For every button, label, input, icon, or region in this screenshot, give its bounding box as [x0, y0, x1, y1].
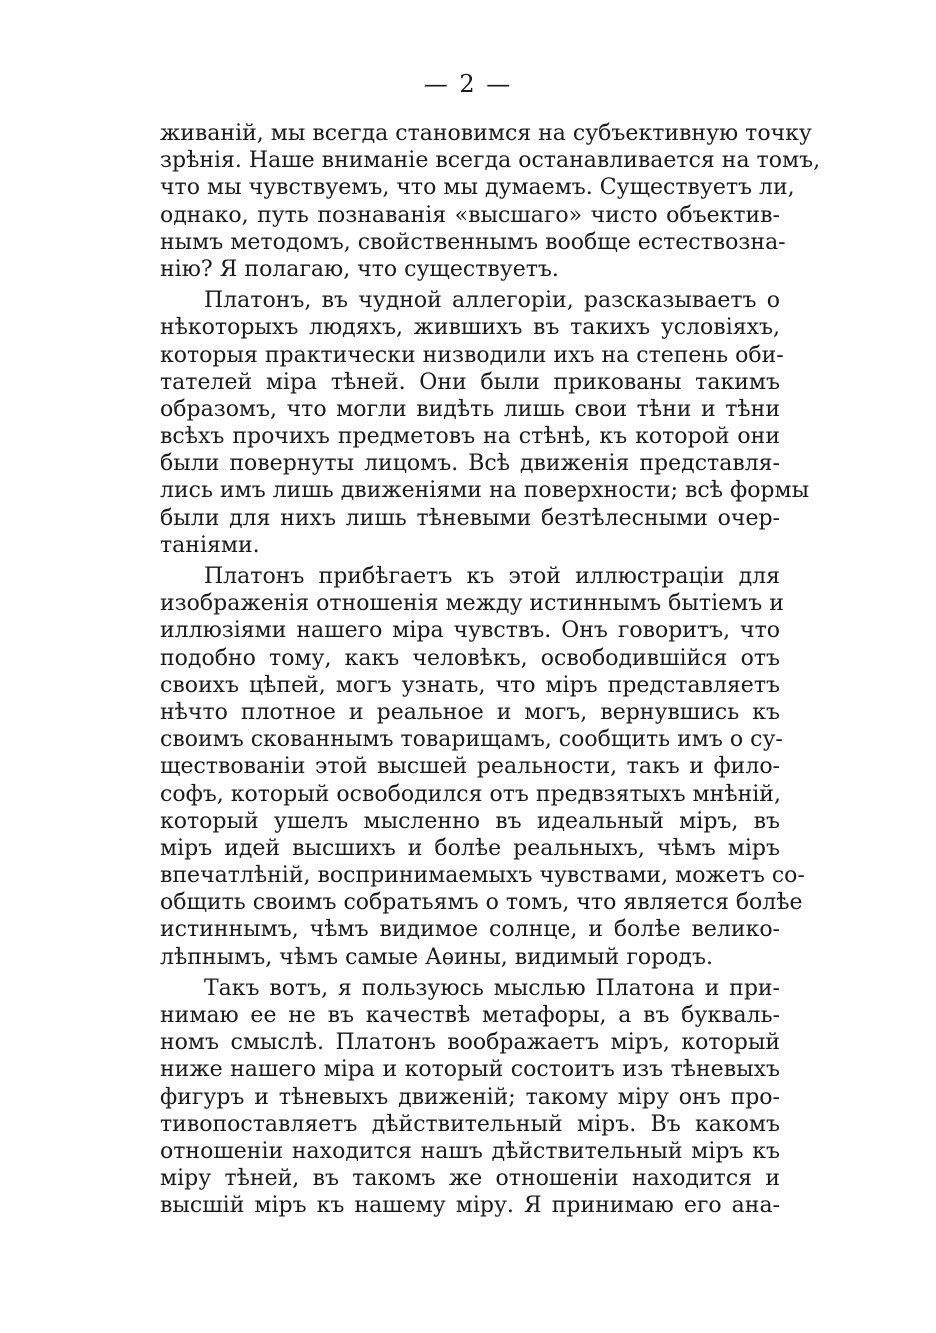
paragraph-4 — [160, 975, 780, 1220]
paragraph-3 — [160, 563, 805, 971]
text-line: Платонъ, въ чудной аллегоріи, разсказываетъ о — [204, 288, 780, 314]
paragraph-2 — [160, 287, 810, 559]
text-line: были для нихъ лишь тѣневыми безтѣлесными очер- — [160, 505, 780, 531]
text-line: нимаю ее не въ качествѣ метафоры, а въ букваль- — [160, 1003, 780, 1028]
text-line: истиннымъ, чѣмъ видимое солнце, и болѣе велико- — [160, 917, 780, 943]
body-text — [160, 120, 821, 1220]
text-line: подобно тому, какъ человѣкъ, освободившійся отъ — [160, 645, 780, 671]
paragraph-1 — [160, 120, 821, 283]
text-line: иллюзіями нашего міра чувствъ. Онъ говоритъ, что — [160, 618, 780, 644]
text-line: лись имъ лишь движеніями на поверхности; всѣ формы — [160, 478, 810, 504]
text-line: Такъ вотъ, я пользуюсь мыслью Платона и при- — [204, 975, 780, 1001]
text-line: изображенія отношенія между истиннымъ бытіемъ и — [160, 591, 784, 617]
text-line: тивопоставляетъ дѣйствительный міръ. Въ какомъ — [160, 1111, 780, 1137]
page-number: — 2 — — [423, 70, 513, 98]
text-line: тателей міра тѣней. Они были прикованы такимъ — [160, 369, 780, 395]
text-line: нію? Я полагаю, что существуетъ. — [160, 256, 559, 282]
text-line: ниже нашего міра и который состоитъ изъ тѣневыхъ — [160, 1057, 780, 1083]
text-line: лѣпнымъ, чѣмъ самые Аѳины, видимый городъ. — [160, 944, 713, 970]
text-line: образомъ, что могли видѣть лишь свои тѣни и тѣни — [160, 396, 780, 422]
text-line: фигуръ и тѣневыхъ движеній; такому міру онъ про- — [160, 1084, 780, 1110]
text-line: нѣчто плотное и реальное и могъ, вернувшись къ — [160, 699, 780, 725]
text-line: нѣкоторыхъ людяхъ, жившихъ въ такихъ условіяхъ, — [160, 315, 780, 341]
text-line: живаній, мы всегда становимся на субъективную точку — [160, 121, 812, 146]
text-line: зрѣнія. Наше вниманіе всегда останавливается на томъ, — [160, 148, 821, 174]
text-line: ществованіи этой высшей реальности, такъ и фило- — [160, 754, 780, 780]
text-line: своихъ цѣпей, могъ узнать, что міръ представляетъ — [160, 672, 780, 698]
text-line: однако, путь познаванія «высшаго» чисто объектив- — [160, 202, 780, 228]
text-line: Платонъ прибѣгаетъ къ этой иллюстраціи для — [204, 564, 780, 589]
text-line: впечатлѣній, воспринимаемыхъ чувствами, можетъ со- — [160, 863, 805, 889]
text-line: таніями. — [160, 532, 260, 558]
text-line: нымъ методомъ, свойственнымъ вообще естествозна- — [160, 229, 786, 255]
text-line: высшій міръ къ нашему міру. Я принимаю его ана- — [160, 1193, 780, 1219]
text-line: общить своимъ собратьямъ о томъ, что является болѣе — [160, 890, 803, 916]
text-line: своимъ скованнымъ товарищамъ, сообщить имъ о су- — [160, 727, 783, 753]
text-line: которыя практически низводили ихъ на степень оби- — [160, 342, 784, 368]
text-line: отношеніи находится нашъ дѣйствительный міръ къ — [160, 1138, 780, 1164]
text-line: были повернуты лицомъ. Всѣ движенія представля- — [160, 451, 780, 477]
text-line: міръ идей высшихъ и болѣе реальныхъ, чѣмъ міръ — [160, 835, 780, 861]
text-line: всѣхъ прочихъ предметовъ на стѣнѣ, къ которой они — [160, 424, 780, 450]
text-line: который ушелъ мысленно въ идеальный міръ, въ — [160, 808, 780, 834]
text-line: что мы чувствуемъ, что мы думаемъ. Существуетъ ли, — [160, 175, 795, 201]
text-line: міру тѣней, въ такомъ же отношеніи находится и — [160, 1166, 780, 1192]
text-line: номъ смыслѣ. Платонъ воображаетъ міръ, который — [160, 1030, 780, 1056]
text-line: софъ, который освободился отъ предвзятыхъ мнѣній, — [160, 781, 781, 807]
